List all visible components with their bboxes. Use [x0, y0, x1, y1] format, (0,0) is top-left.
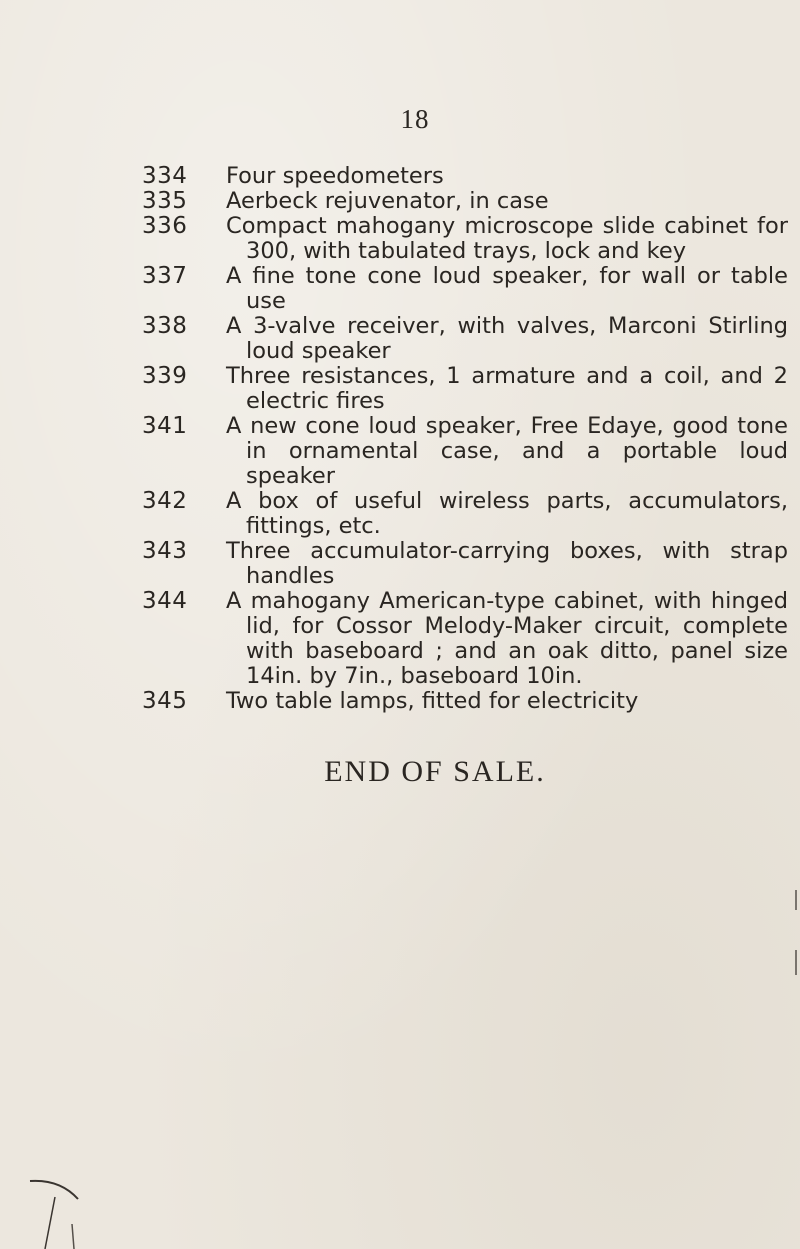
lot-list [0, 164, 800, 714]
lot-entry [0, 264, 800, 314]
lot-entry [0, 364, 800, 414]
lot-entry [0, 164, 800, 189]
lot-description: A mahogany American-type cabinet, with hinged lid, for Cossor Melody-Maker circuit, complete with baseboard ; and an oak ditto, panel size 14in. by 7in., baseboard 10in. [226, 588, 788, 689]
lot-number: 339 [142, 363, 188, 389]
lot-description: Four speedometers [226, 163, 444, 189]
lot-number: 344 [142, 588, 188, 614]
lot-number: 335 [142, 188, 188, 214]
lot-entry [0, 314, 800, 364]
lot-description: Three resistances, 1 armature and a coil, and 2 electric fires [226, 363, 788, 414]
lot-entry [0, 689, 800, 714]
lot-description: Compact mahogany microscope slide cabinet for 300, with tabulated trays, lock and key [226, 213, 788, 264]
lot-number: 336 [142, 213, 188, 239]
page-corner-mark [0, 1169, 120, 1249]
page-edge-mark [794, 890, 798, 980]
lot-description: A new cone loud speaker, Free Edaye, good tone in ornamental case, and a portable loud speaker [226, 413, 788, 489]
lot-number: 338 [142, 313, 188, 339]
lot-number: 342 [142, 488, 188, 514]
lot-number: 343 [142, 538, 188, 564]
end-of-sale-heading: END OF SALE. [324, 755, 546, 788]
lot-number: 341 [142, 413, 188, 439]
lot-entry [0, 589, 800, 689]
lot-number: 345 [142, 688, 188, 714]
lot-number: 334 [142, 163, 188, 189]
lot-number: 337 [142, 263, 188, 289]
lot-description: A box of useful wireless parts, accumulators, fittings, etc. [226, 488, 788, 539]
lot-entry [0, 189, 800, 214]
lot-description: Three accumulator-carrying boxes, with strap handles [226, 538, 788, 589]
lot-description: A fine tone cone loud speaker, for wall or table use [226, 263, 788, 314]
lot-entry [0, 414, 800, 489]
lot-entry [0, 539, 800, 589]
page-number: 18 [400, 104, 430, 134]
lot-description: A 3-valve receiver, with valves, Marconi Stirling loud speaker [226, 313, 788, 364]
lot-entry [0, 489, 800, 539]
lot-entry [0, 214, 800, 264]
lot-description: Aerbeck rejuvenator, in case [226, 188, 549, 214]
lot-description: Two table lamps, fitted for electricity [226, 688, 639, 714]
